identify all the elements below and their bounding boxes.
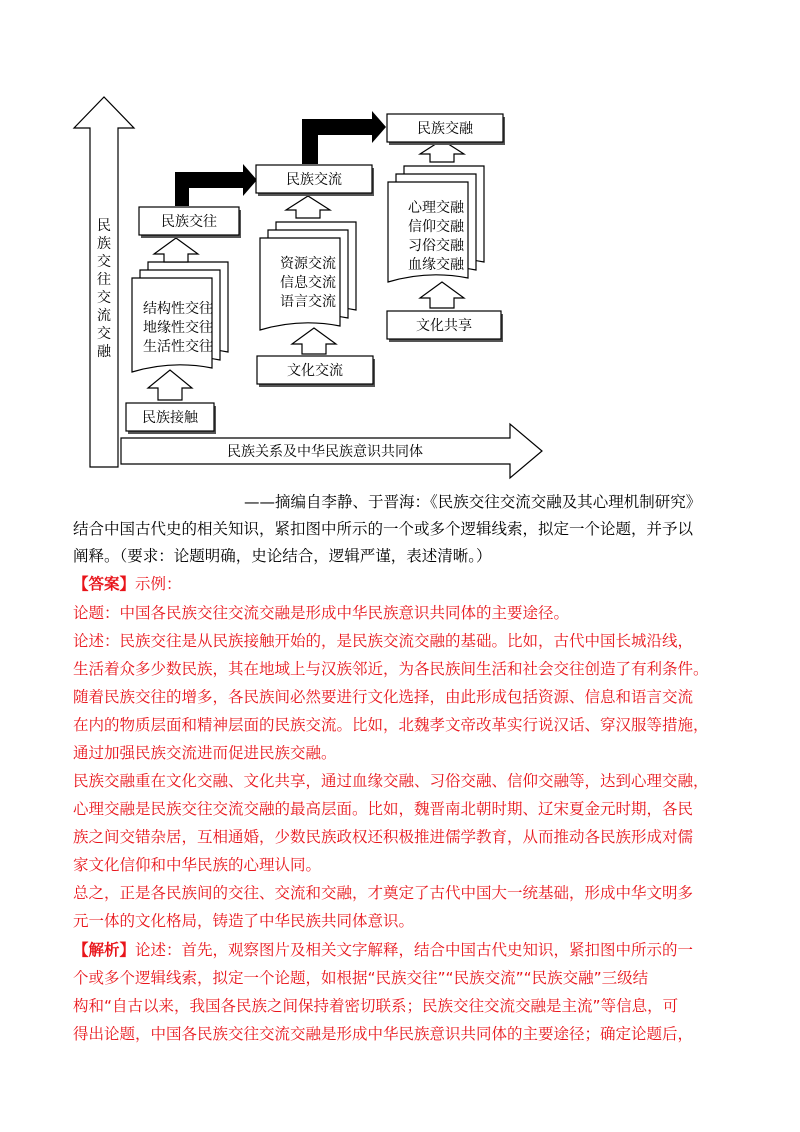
svg-text:血缘交融: 血缘交融: [408, 257, 464, 273]
stage3-document-stack: [388, 166, 484, 282]
stage2-input-box: [257, 356, 375, 387]
stage3-up-arrow-lower: [420, 282, 464, 308]
svg-text:族: 族: [97, 236, 111, 252]
stage1-up-arrow-lower: [148, 370, 192, 400]
answer-line: 总之，正是各民族间的交往、交流和交融，才奠定了古代中国大一统基础，形成中华文明多: [73, 884, 694, 902]
stage1-output-box: [139, 207, 241, 238]
answer-line: 通过加强民族交流进而促进民族交融。: [73, 744, 337, 762]
svg-text:文化共享: 文化共享: [416, 318, 472, 334]
svg-text:民族交往: 民族交往: [161, 214, 217, 230]
svg-text:信仰交融: 信仰交融: [408, 219, 464, 235]
svg-text:融: 融: [97, 344, 111, 360]
answer-line: 论述：民族交往是从民族接触开始的，是民族交流交融的基础。比如，古代中国长城沿线，: [73, 632, 694, 650]
analysis-line: 个或多个逻辑线索，拟定一个论题，如根据“民族交往”“民族交流”“民族交融”三级结: [73, 969, 649, 987]
svg-text:地缘性交往: 地缘性交往: [143, 320, 213, 336]
answer-line: 家文化信仰和中华民族的心理认同。: [73, 856, 322, 874]
svg-text:信息交流: 信息交流: [280, 275, 336, 291]
analysis-line: 构和“自古以来，我国各民族之间保持着密切联系；民族交往交流交融是主流”等信息，可: [73, 997, 679, 1015]
answer-line: 心理交融是民族交往交流交融的最高层面。比如，魏晋南北朝时期、辽宋夏金元时期，各民: [73, 800, 694, 818]
answer-line: 生活着众多少数民族，其在地域上与汉族邻近，为各民族间生活和社会交往创造了有利条件。: [73, 660, 709, 678]
svg-text:往: 往: [97, 272, 111, 288]
question-line-1: 结合中国古代史的相关知识，紧扣图中所示的一个或多个逻辑线索，拟定一个论题，并予以: [73, 520, 694, 538]
svg-text:民: 民: [97, 218, 111, 234]
analysis-label: 【解析】: [73, 941, 136, 959]
svg-text:民族接触: 民族接触: [142, 410, 198, 426]
svg-text:心理交融: 心理交融: [408, 200, 464, 216]
answer-line: 族之间交错杂居，互相通婚，少数民族政权还积极推进儒学教育，从而推动各民族形成对儒: [73, 828, 694, 846]
answer-line: 论题：中国各民族交往交流交融是形成中华民族意识共同体的主要途径。: [73, 604, 570, 622]
stage1-up-arrow-upper: [154, 238, 198, 262]
answer-label: 【答案】: [73, 575, 136, 593]
svg-text:交: 交: [97, 254, 111, 270]
svg-text:语言交流: 语言交流: [280, 294, 336, 310]
analysis-line: 论述：首先，观察图片及相关文字解释，结合中国古代史知识，紧扣图中所示的一: [135, 941, 694, 959]
answer-header: [73, 574, 182, 594]
svg-text:民族交融: 民族交融: [417, 121, 473, 137]
source-citation: ——摘编自李静、于晋海：《民族交往交流交融及其心理机制研究》: [244, 493, 702, 511]
svg-text:习俗交融: 习俗交融: [408, 238, 464, 254]
svg-text:流: 流: [97, 308, 111, 324]
svg-text:生活性交往: 生活性交往: [143, 339, 213, 355]
stage3-output-box: [387, 114, 505, 145]
answer-line: 随着民族交往的增多，各民族间必然要进行文化选择，由此形成包括资源、信息和语言交流: [73, 688, 694, 706]
stage1-document-stack: [132, 262, 228, 372]
svg-text:民族交流: 民族交流: [286, 172, 342, 188]
question-line-2: 阐释。（要求：论题明确，史论结合，逻辑严谨，表述清晰。）: [73, 547, 492, 565]
svg-text:交: 交: [97, 326, 111, 342]
answer-line: 在内的物质层面和精神层面的民族交流。比如，北魏孝文帝改革实行说汉话、穿汉服等措施，: [73, 716, 709, 734]
horizontal-axis-label: 民族关系及中华民族意识共同体: [227, 444, 423, 460]
answer-tag: 示例：: [135, 575, 182, 593]
svg-text:文化交流: 文化交流: [287, 363, 343, 379]
stage1-input-box: [126, 403, 216, 434]
svg-text:资源交流: 资源交流: [280, 256, 336, 272]
answer-line: 民族交融重在文化交融、文化共享，通过血缘交融、习俗交融、信仰交融等，达到心理交融，: [73, 772, 709, 790]
svg-text:结构性交往: 结构性交往: [143, 301, 213, 317]
stage2-document-stack: [260, 222, 356, 330]
stage2-output-box: [256, 165, 374, 196]
bold-arrow-stage1-to-stage2: [175, 164, 257, 206]
answer-line: 元一体的文化格局，铸造了中华民族共同体意识。: [73, 912, 415, 930]
stage2-up-arrow-lower: [292, 328, 336, 354]
stage2-up-arrow-upper: [286, 196, 330, 218]
stage3-input-box: [387, 311, 503, 342]
analysis-first-line: [73, 940, 693, 960]
exchange-diagram: [0, 0, 800, 490]
bold-arrow-stage2-to-stage3: [302, 111, 386, 164]
analysis-line: 得出论题，中国各民族交往交流交融是形成中华民族意识共同体的主要途径；确定论题后，: [73, 1025, 694, 1043]
svg-text:交: 交: [97, 290, 111, 306]
